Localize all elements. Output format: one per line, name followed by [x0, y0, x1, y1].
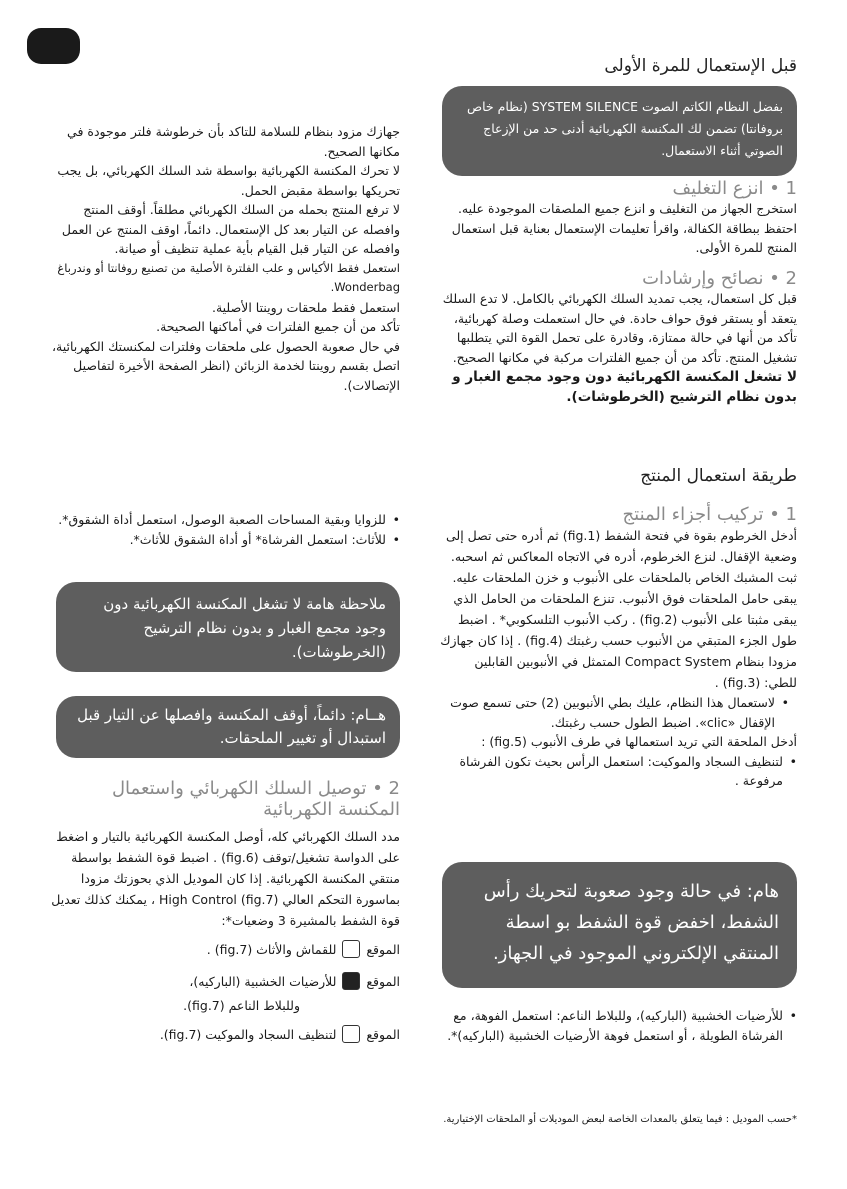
- unpack-heading: 1 • انزع التغليف: [672, 178, 797, 199]
- safety-note-3: لا ترفع المنتج بحمله من السلك الكهربائي مطلقاً. أوقف المنتج وافصله عن التيار بعد كل الإستعمال. دائماً، اوقف المنتج عن العمل وافصله عن التيار قبل القيام بأية عملية تنظيف أو صيانة.: [61, 202, 400, 256]
- position-list: [100, 940, 400, 1043]
- safety-note-4: استعمل فقط الأكياس و علب الفلترة الأصلية من تصنيع روفانتا أو وندرباغ Wonderbag.: [57, 260, 400, 294]
- safety-note-5: استعمل فقط ملحقات روينتا الأصلية.: [211, 299, 400, 315]
- advice-body: قبل كل استعمال، يجب تمديد السلك الكهربائي بالكامل. لا تدع السلك يتعقد أو يستقر فوق حواف حادة. في حال استعملت وصلة كهربائية، تأكد من أنها في حالة ممتازة، وقادرة على تحمل القوة التي يتطلبها تشغيل المنتج. تأكد من أن جميع الفلترات مركبة في مكانها الصحيح.: [442, 291, 797, 365]
- position-1: [100, 940, 400, 958]
- power-heading: 2 • توصيل السلك الكهربائي واستعمال المكنسة الكهربائية: [111, 778, 400, 820]
- advice-heading: 2 • نصائح وإرشادات: [642, 268, 797, 289]
- position-2-label: الموقع: [366, 973, 400, 989]
- footnote: *حسب الموديل : فيما يتعلق بالمعدات الخاصة لبعض الموديلات أو الملحقات الإختيارية.: [443, 1114, 797, 1125]
- furniture-bullet: • للأثاث: استعمل الفرشاة* أو أداة الشقوق للأثاث*.: [50, 530, 400, 550]
- position-2-text: للأرضيات الخشبية (الباركيه)،: [189, 973, 337, 989]
- silence-system-box: بفضل النظام الكاتم الصوت SYSTEM SILENCE (نظام خاص بروفانتا) تضمن لك المكنسة الكهربائية أدنى حد من الإزعاج الصوتي أثناء الاستعمال.: [442, 86, 797, 176]
- power-body: مدد السلك الكهربائي كله، أوصل المكنسة الكهربائية بالتيار و اضغط على الدواسة تشغيل/توقف (fig.6) . اضبط قوة الشفط بواسطة منتقي المكنسة الكهربائية. إذا كان الموديل الذي بحوزتك مزودا بماسورة التحكم العالي High Control (fig.7) ، يمكنك كذلك تعديل قوة الشفط بالمشيرة 3 وضعيات*:: [51, 829, 400, 928]
- position-2: [100, 972, 400, 990]
- assembly-heading: 1 • تركيب أجزاء المنتج: [622, 504, 797, 525]
- extra-accessory-bullets: [50, 510, 400, 549]
- accessory-line: أدخل الملحقة التي تريد استعمالها في طرف الأنبوب (fig.5) :: [481, 734, 797, 749]
- note-box: ملاحظة هامة لا تشغل المكنسة الكهربائية دون وجود مجمع الغبار و بدون نظام الترشيح (الخرطوشات).: [56, 582, 400, 672]
- carpet-bullet: • لتنظيف السجاد والموكيت: استعمل الرأس بحيث تكون الفرشاة مرفوعة .: [438, 752, 797, 791]
- assembly-section: [438, 504, 797, 791]
- armchair-icon: [342, 940, 360, 958]
- section-title-usage: طريقة استعمال المنتج: [640, 466, 797, 486]
- position-1-label: الموقع: [366, 941, 400, 957]
- compact-system-bullet: • لاستعمال هذا النظام، عليك بطي الأنبوبين (2) حتى تسمع صوت الإقفال «clic». اضبط الطول حسب رغبتك.: [438, 693, 789, 732]
- advice-warning: لا تشغل المكنسة الكهربائية دون وجود مجمع الغبار و بدون نظام الترشيح (الخرطوشات).: [452, 369, 797, 405]
- safety-note-1: جهازك مزود بنظام للسلامة للتاكد بأن خرطوشة فلتر موجودة في مكانها الصحيح.: [67, 124, 400, 159]
- assembly-body: أدخل الخرطوم بقوة في فتحة الشفط (fig.1) ثم أدره حتى تصل إلى وضعية الإقفال. لنزع الخرطوم، أدره في الاتجاه المعاكس ثم اسحبه. ثبت المشبك الخاص بالملحقات على الأنبوب و خزن الملحقات عليه. يبقى حامل الملحقات فوق الأنبوب. تنزع الملحقات من الحامل الذي يبقى مثبتا على الأنبوب (fig.2) . ركب الأنبوب التلسكوبي* . اضبط طول الجزء المتبقي من الأنبوب حسب رغبتك (fig.4) . إذا كان جهازك مزودا بنظام Compact System المتمثل في الأنبوبين القابلين للطي: (fig.3) .: [440, 528, 797, 690]
- safety-note-6: تأكد من أن جميع الفلترات في أماكنها الصحيحة.: [156, 319, 400, 334]
- floor-bullet-wrap: [438, 1006, 797, 1045]
- important-suction-box: هام: في حالة وجود صعوبة لتحريك رأس الشفط، اخفض قوة الشفط بو اسطة المنتقي الإلكتروني الموجود في الجهاز.: [442, 862, 797, 988]
- safety-note-2: لا تحرك المكنسة الكهربائية بواسطة شد السلك الكهربائي، بل يجب تحريكها بواسطة مقبض الحمل.: [57, 163, 400, 198]
- parquet-icon: [342, 972, 360, 990]
- power-section: [50, 778, 400, 931]
- position-3-text: لتنظيف السجاد والموكيت (fig.7).: [159, 1026, 337, 1042]
- safety-note-7: في حال صعوبة الحصول على ملحقات وفلترات لمكنستك الكهربائية، اتصل بقسم روينتا لخدمة الزبائن (انظر الصفحة الأخيرة لتفاصيل الإتصالات).: [52, 338, 400, 393]
- unpack-section: [440, 178, 797, 258]
- important-box: هــام: دائماً، أوقف المكنسة وافصلها عن التيار قبل استبدال أو تغيير الملحقات.: [56, 696, 400, 758]
- unpack-body: استخرج الجهاز من التغليف و انزع جميع الملصقات الموجودة عليه. احتفظ ببطاقة الكفالة، واقرأ تعليمات الإستعمال بعناية قبل استعمال المنتج للمرة الأولى.: [451, 201, 797, 255]
- safety-notes: [50, 122, 400, 395]
- section-title-before-first-use: قبل الإستعمال للمرة الأولى: [604, 56, 797, 76]
- position-3: [100, 1025, 400, 1043]
- page-tab-marker: [27, 28, 80, 64]
- position-3-label: الموقع: [366, 1026, 400, 1042]
- carpet-icon: [342, 1025, 360, 1043]
- position-1-text: للقماش والأثاث (fig.7) .: [206, 941, 337, 957]
- crevice-bullet: • للزوايا وبقية المساحات الصعبة الوصول، استعمل أداة الشقوق*.: [50, 510, 400, 530]
- position-2-sub: وللبلاط الناعم (fig.7).: [183, 998, 300, 1013]
- parquet-bullet: • للأرضيات الخشبية (الباركيه)، وللبلاط الناعم: استعمل الفوهة، مع الفرشاة الطويلة ، أو استعمل فوهة الأرضيات الخشبية (الباركيه)*.: [438, 1006, 797, 1045]
- advice-section: [440, 268, 797, 407]
